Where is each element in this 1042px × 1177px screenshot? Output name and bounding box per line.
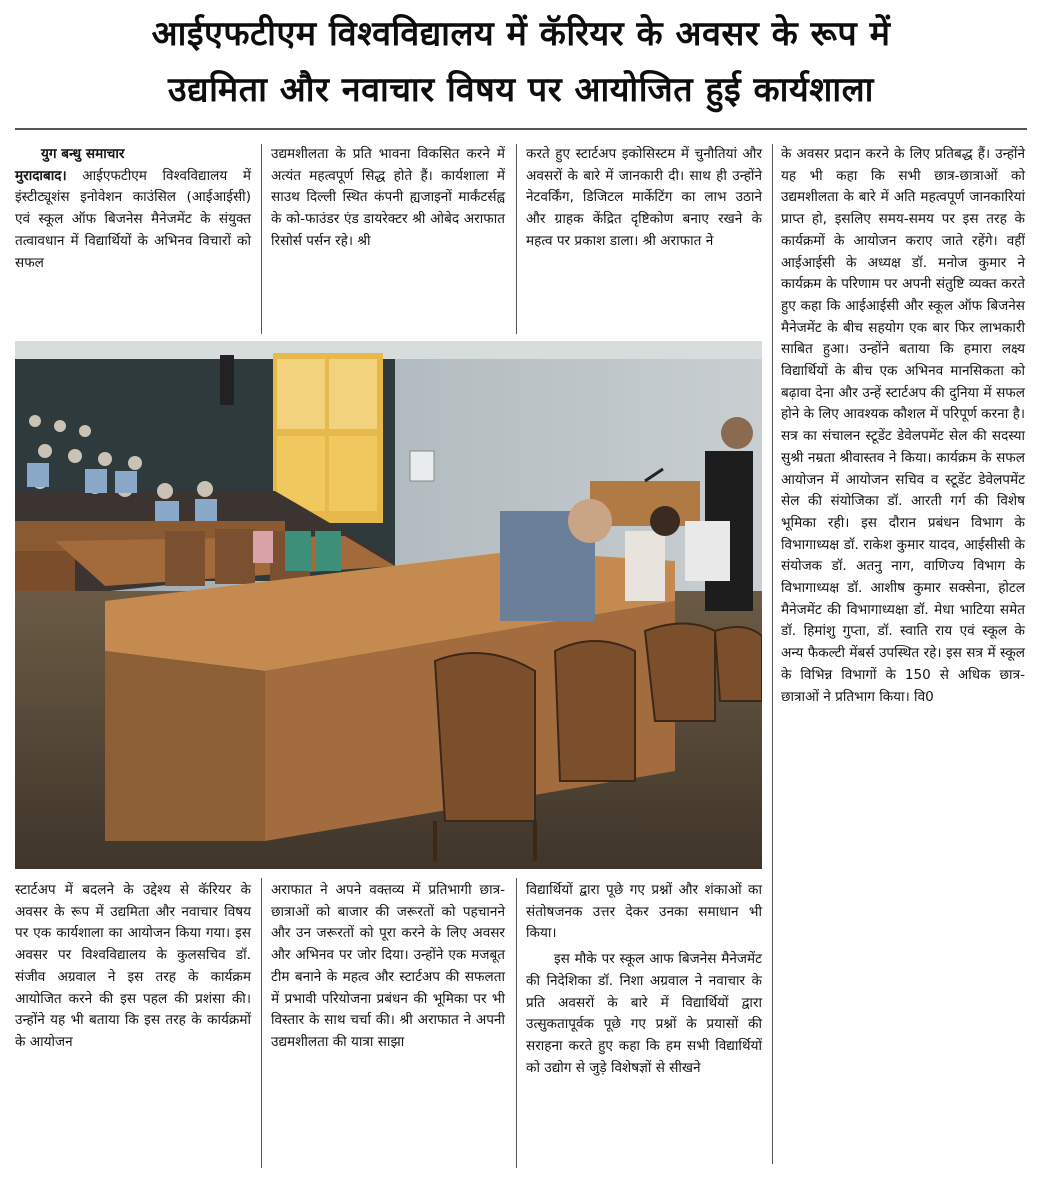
paragraph-col2-top: उद्यमशीलता के प्रति भावना विकसित करने में अत्यंत महत्वपूर्ण सिद्ध होते हैं। कार्यशाला में साउथ दिल्ली स्थित कंपनी ह्यजाइनों मार्कंटर्सह्व के को-फाउंडर एंड डायरेक्टर श्री ओबेद अराफात रिसोर्स पर्सन रहे। श्री — [271, 146, 505, 249]
article-column-4 — [781, 144, 1025, 708]
article-column-2-bottom — [271, 880, 505, 1054]
column-divider — [261, 878, 262, 1168]
paragraph-col3-bottom-a: विद्यार्थियों द्वारा पूछे गए प्रश्नों और शंकाओं का संतोषजनक उत्तर देकर उनका समाधान भी किया। — [526, 882, 762, 942]
paragraph-col2-bottom: अराफात ने अपने वक्तव्य में प्रतिभागी छात्र-छात्राओं को बाजार की जरूरतों को पहचानने और उन जरूरतों को पूरा करने के लिए अवसर और अभिनव पर जोर दिया। उन्होंने एक मजबूत टीम बनाने के महत्व और स्टार्टअप की सफलता में प्रभावी परियोजना प्रबंधन की भूमिका पर भी विस्तार के साथ चर्चा की। श्री अराफात ने अपनी उद्यमशीलता की यात्रा साझा — [271, 882, 505, 1050]
headline — [0, 6, 1042, 118]
headline-line-1: आईएफटीएम विश्वविद्यालय में कॅरियर के अवसर के रूप में — [151, 14, 891, 54]
paragraph-col1-bottom: स्टार्टअप में बदलने के उद्देश्य से कॅरियर के अवसर के रूप में उद्यमिता और नवाचार विषय पर एक कार्यशाला का आयोजन किया गया। इस अवसर पर विश्वविद्यालय के कुलसचिव डॉ. संजीव अग्रवाल ने इस तरह के कार्यक्रम आयोजित करने की इस पहल की प्रशंसा की। उन्होंने यह भी बताया कि इस तरह के कार्यक्रमों के आयोजन — [15, 882, 251, 1050]
headline-rule — [15, 128, 1027, 130]
column-divider — [772, 144, 773, 1164]
byline: युग बन्धु समाचार — [41, 146, 125, 162]
column-divider — [516, 144, 517, 334]
article-column-1-top — [15, 144, 251, 274]
dateline: मुरादाबाद। — [15, 167, 67, 184]
event-photo — [15, 341, 762, 869]
paragraph-right: के अवसर प्रदान करने के लिए प्रतिबद्ध हैं। उन्होंने यह भी कहा कि सभी छात्र-छात्राओं को उद्यमशीलता के बारे में अति महत्वपूर्ण जानकारियां प्राप्त हो, इसलिए समय-समय पर इस तरह के कार्यक्रमों के आयोजन कराए जाते रहेंगे। वहीं आईआईसी के अध्यक्ष डॉ. मनोज कुमार ने कार्यक्रम के परिणाम पर अपनी संतुष्टि व्यक्त करते हुए कहा कि आईआईसी और स्कूल ऑफ बिजनेस मैनेजमेंट के बीच सहयोग एक बार फिर लाभकारी साबित हुआ। उन्होंने बताया कि हमारा लक्ष्य विद्यार्थियों के बीच एक अभिनव मानसिकता को बढ़ावा देना और उन्हें स्टार्टअप की दुनिया में सफल होने के लिए आवश्यक कौशल में परिपूर्ण करना है। सत्र का संचालन स्टूडेंट डेवेलपमेंट सेल की सदस्या सुश्री नम्रता श्रीवास्तव ने किया। कार्यक्रम के सफल आयोजन में आयोजन सचिव व स्टूडेंट डेवेलपमेंट सेल की संयोजिका डॉ. आरती गर्ग की विशेष भूमिका रही। इस दौरान प्रबंधन विभाग के विभागाध्यक्ष डॉ. राकेश कुमार यादव, आईसीसी के संयोजक डॉ. अतनु नाग, वाणिज्य विभाग के विभागाध्यक्ष डॉ. आशीष कुमार सक्सेना, होटल मैनेजमेंट की विभागाध्यक्षा डॉ. मेधा भाटिया समेत डॉ. हिमांशु गुप्ता, डॉ. स्वाति राय एवं स्कूल के अन्य फैकल्टी मेंबर्स उपस्थित रहे। इस सत्र में स्कूल के विभिन्न विभागों के 150 से अधिक छात्र-छात्राओं ने प्रतिभाग किया। वि0 — [781, 146, 1025, 705]
article-column-3-bottom — [526, 880, 762, 1079]
paragraph-intro: आईएफटीएम विश्वविद्यालय में इंस्टीट्यूशंस इनोवेशन काउंसिल (आईआईसी) एवं स्कूल ऑफ बिजनेस मैनेजमेंट के संयुक्त तत्वावधान में विद्यार्थियों के अभिनव विचारों को सफल — [15, 167, 251, 271]
article-column-3-top — [526, 144, 762, 253]
article-column-1-bottom — [15, 880, 251, 1054]
column-divider — [261, 144, 262, 334]
paragraph-col3-bottom-b: इस मौके पर स्कूल आफ बिजनेस मैनेजमेंट की निदेशिका डॉ. निशा अग्रवाल ने नवाचार के प्रति अवसरों के बारे में विद्यार्थियों द्वारा उत्सुकतापूर्वक पूछे गए प्रश्नों के प्रयासों की सराहना करते हुए कहा कि हम सभी विद्यार्थियों को उद्योग से जुड़े विशेषज्ञों से सीखने — [526, 951, 762, 1076]
article-column-2-top — [271, 144, 505, 253]
headline-line-2: उद्यमिता और नवाचार विषय पर आयोजित हुई कार्यशाला — [168, 70, 874, 110]
column-divider — [516, 878, 517, 1168]
paragraph-col3-top: करते हुए स्टार्टअप इकोसिस्टम में चुनौतियां और अवसरों के बारे में जानकारी दी। साथ ही उन्होंने नेटवर्किंग, डिजिटल मार्केटिंग का लाभ उठाने और ग्राहक केंद्रित दृष्टिकोण बनाए रखने के महत्व पर प्रकाश डाला। श्री अराफात ने — [526, 146, 762, 249]
